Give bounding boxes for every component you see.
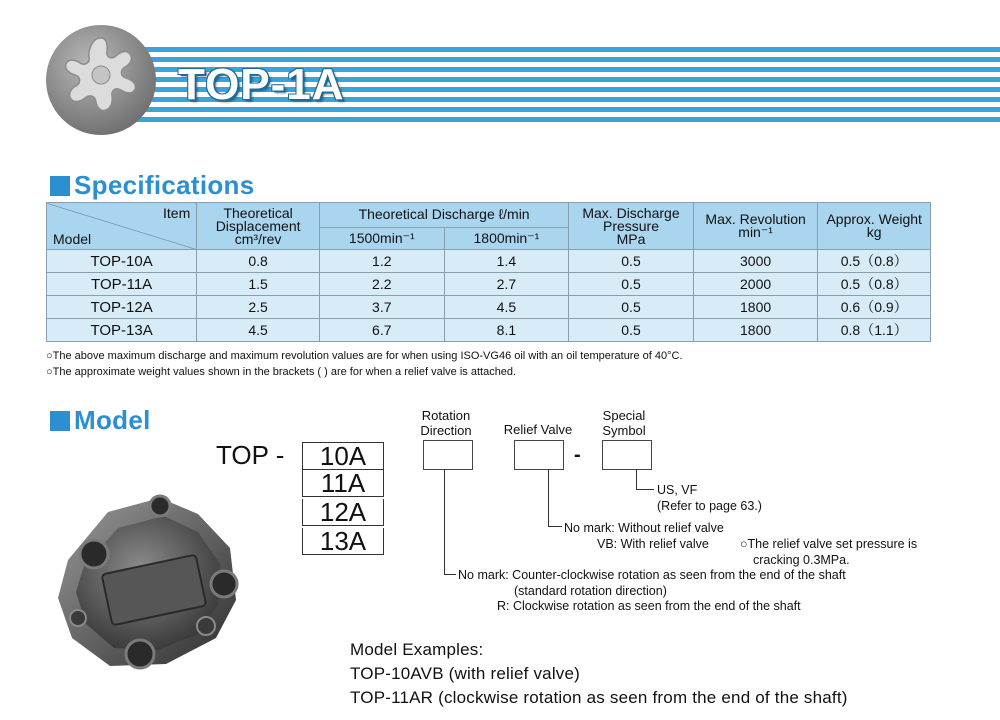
table-row: TOP-10A 0.8 1.2 1.4 0.5 3000 0.5（0.8） [47, 250, 931, 273]
special-leader-line-h [636, 489, 654, 490]
special-symbol-box [602, 440, 652, 470]
relief-vb: VB: With relief valve [597, 537, 709, 551]
rotation-no-mark: No mark: Counter-clockwise rotation as seen from the end of the shaft [458, 568, 846, 582]
relief-leader-line [548, 469, 549, 526]
special-separator: - [574, 444, 581, 466]
heading-square-icon [50, 176, 70, 196]
special-options: US, VF [657, 483, 698, 497]
relief-valve-caption: Relief Valve [503, 422, 573, 437]
table-row: TOP-11A 1.5 2.2 2.7 0.5 2000 0.5（0.8） [47, 273, 931, 296]
header-1800rpm: 1800min⁻¹ [444, 227, 569, 249]
relief-pressure-note: ○The relief valve set pressure is [740, 537, 918, 551]
model-code-11a: 11A [302, 470, 384, 497]
header-discharge: Theoretical Discharge ℓ/min [319, 203, 568, 228]
rotation-leader-line-h [444, 574, 456, 575]
pump-image [48, 488, 248, 674]
examples-heading: Model Examples: [350, 640, 484, 659]
gear-logo-icon [45, 24, 157, 136]
rotation-standard: (standard rotation direction) [514, 584, 667, 598]
header-displacement: Theoretical Displacement cm³/rev [197, 203, 320, 250]
relief-no-mark: No mark: Without relief valve [564, 521, 724, 535]
rotation-direction-caption: Rotation Direction [420, 408, 472, 438]
page-title: TOP-1A [178, 60, 345, 109]
header-revolution: Max. Revolution min⁻¹ [693, 203, 818, 250]
rotation-leader-line [444, 469, 445, 574]
special-symbol-caption: Special Symbol [602, 408, 646, 438]
relief-leader-line-h [548, 526, 562, 527]
example-item: TOP-10AVB (with relief valve) [350, 664, 581, 683]
special-leader-line [636, 469, 637, 490]
specifications-table [46, 202, 931, 342]
header-weight: Approx. Weight kg [818, 203, 931, 250]
header-pressure: Max. Discharge Pressure MPa [569, 203, 694, 250]
model-code-12a: 12A [302, 499, 384, 526]
header-item-model-cell: Item Model [47, 203, 197, 250]
specifications-heading: Specifications [50, 170, 254, 201]
table-row: TOP-13A 4.5 6.7 8.1 0.5 1800 0.8（1.1） [47, 319, 931, 342]
model-examples [350, 638, 848, 710]
rotation-r: R: Clockwise rotation as seen from the end of the shaft [497, 599, 801, 613]
rotation-direction-box [423, 440, 473, 470]
table-row: TOP-12A 2.5 3.7 4.5 0.5 1800 0.6（0.9） [47, 296, 931, 319]
special-page-ref: (Refer to page 63.) [657, 499, 762, 513]
model-prefix: TOP - [216, 440, 285, 470]
note-oil-temperature: ○The above maximum discharge and maximum revolution values are for when using ISO-VG46 oil with an oil temperature of 40°C. [46, 350, 683, 362]
model-code-10a: 10A [302, 442, 384, 470]
example-item: TOP-11AR (clockwise rotation as seen from the end of the shaft) [350, 688, 848, 707]
relief-valve-box [514, 440, 564, 470]
heading-square-icon [50, 411, 70, 431]
model-heading: Model [50, 405, 151, 436]
model-code-13a: 13A [302, 528, 384, 555]
relief-pressure-note-2: cracking 0.3MPa. [753, 553, 850, 567]
header-1500rpm: 1500min⁻¹ [319, 227, 444, 249]
note-weight-brackets: ○The approximate weight values shown in the brackets ( ) are for when a relief valve is attached. [46, 366, 517, 378]
